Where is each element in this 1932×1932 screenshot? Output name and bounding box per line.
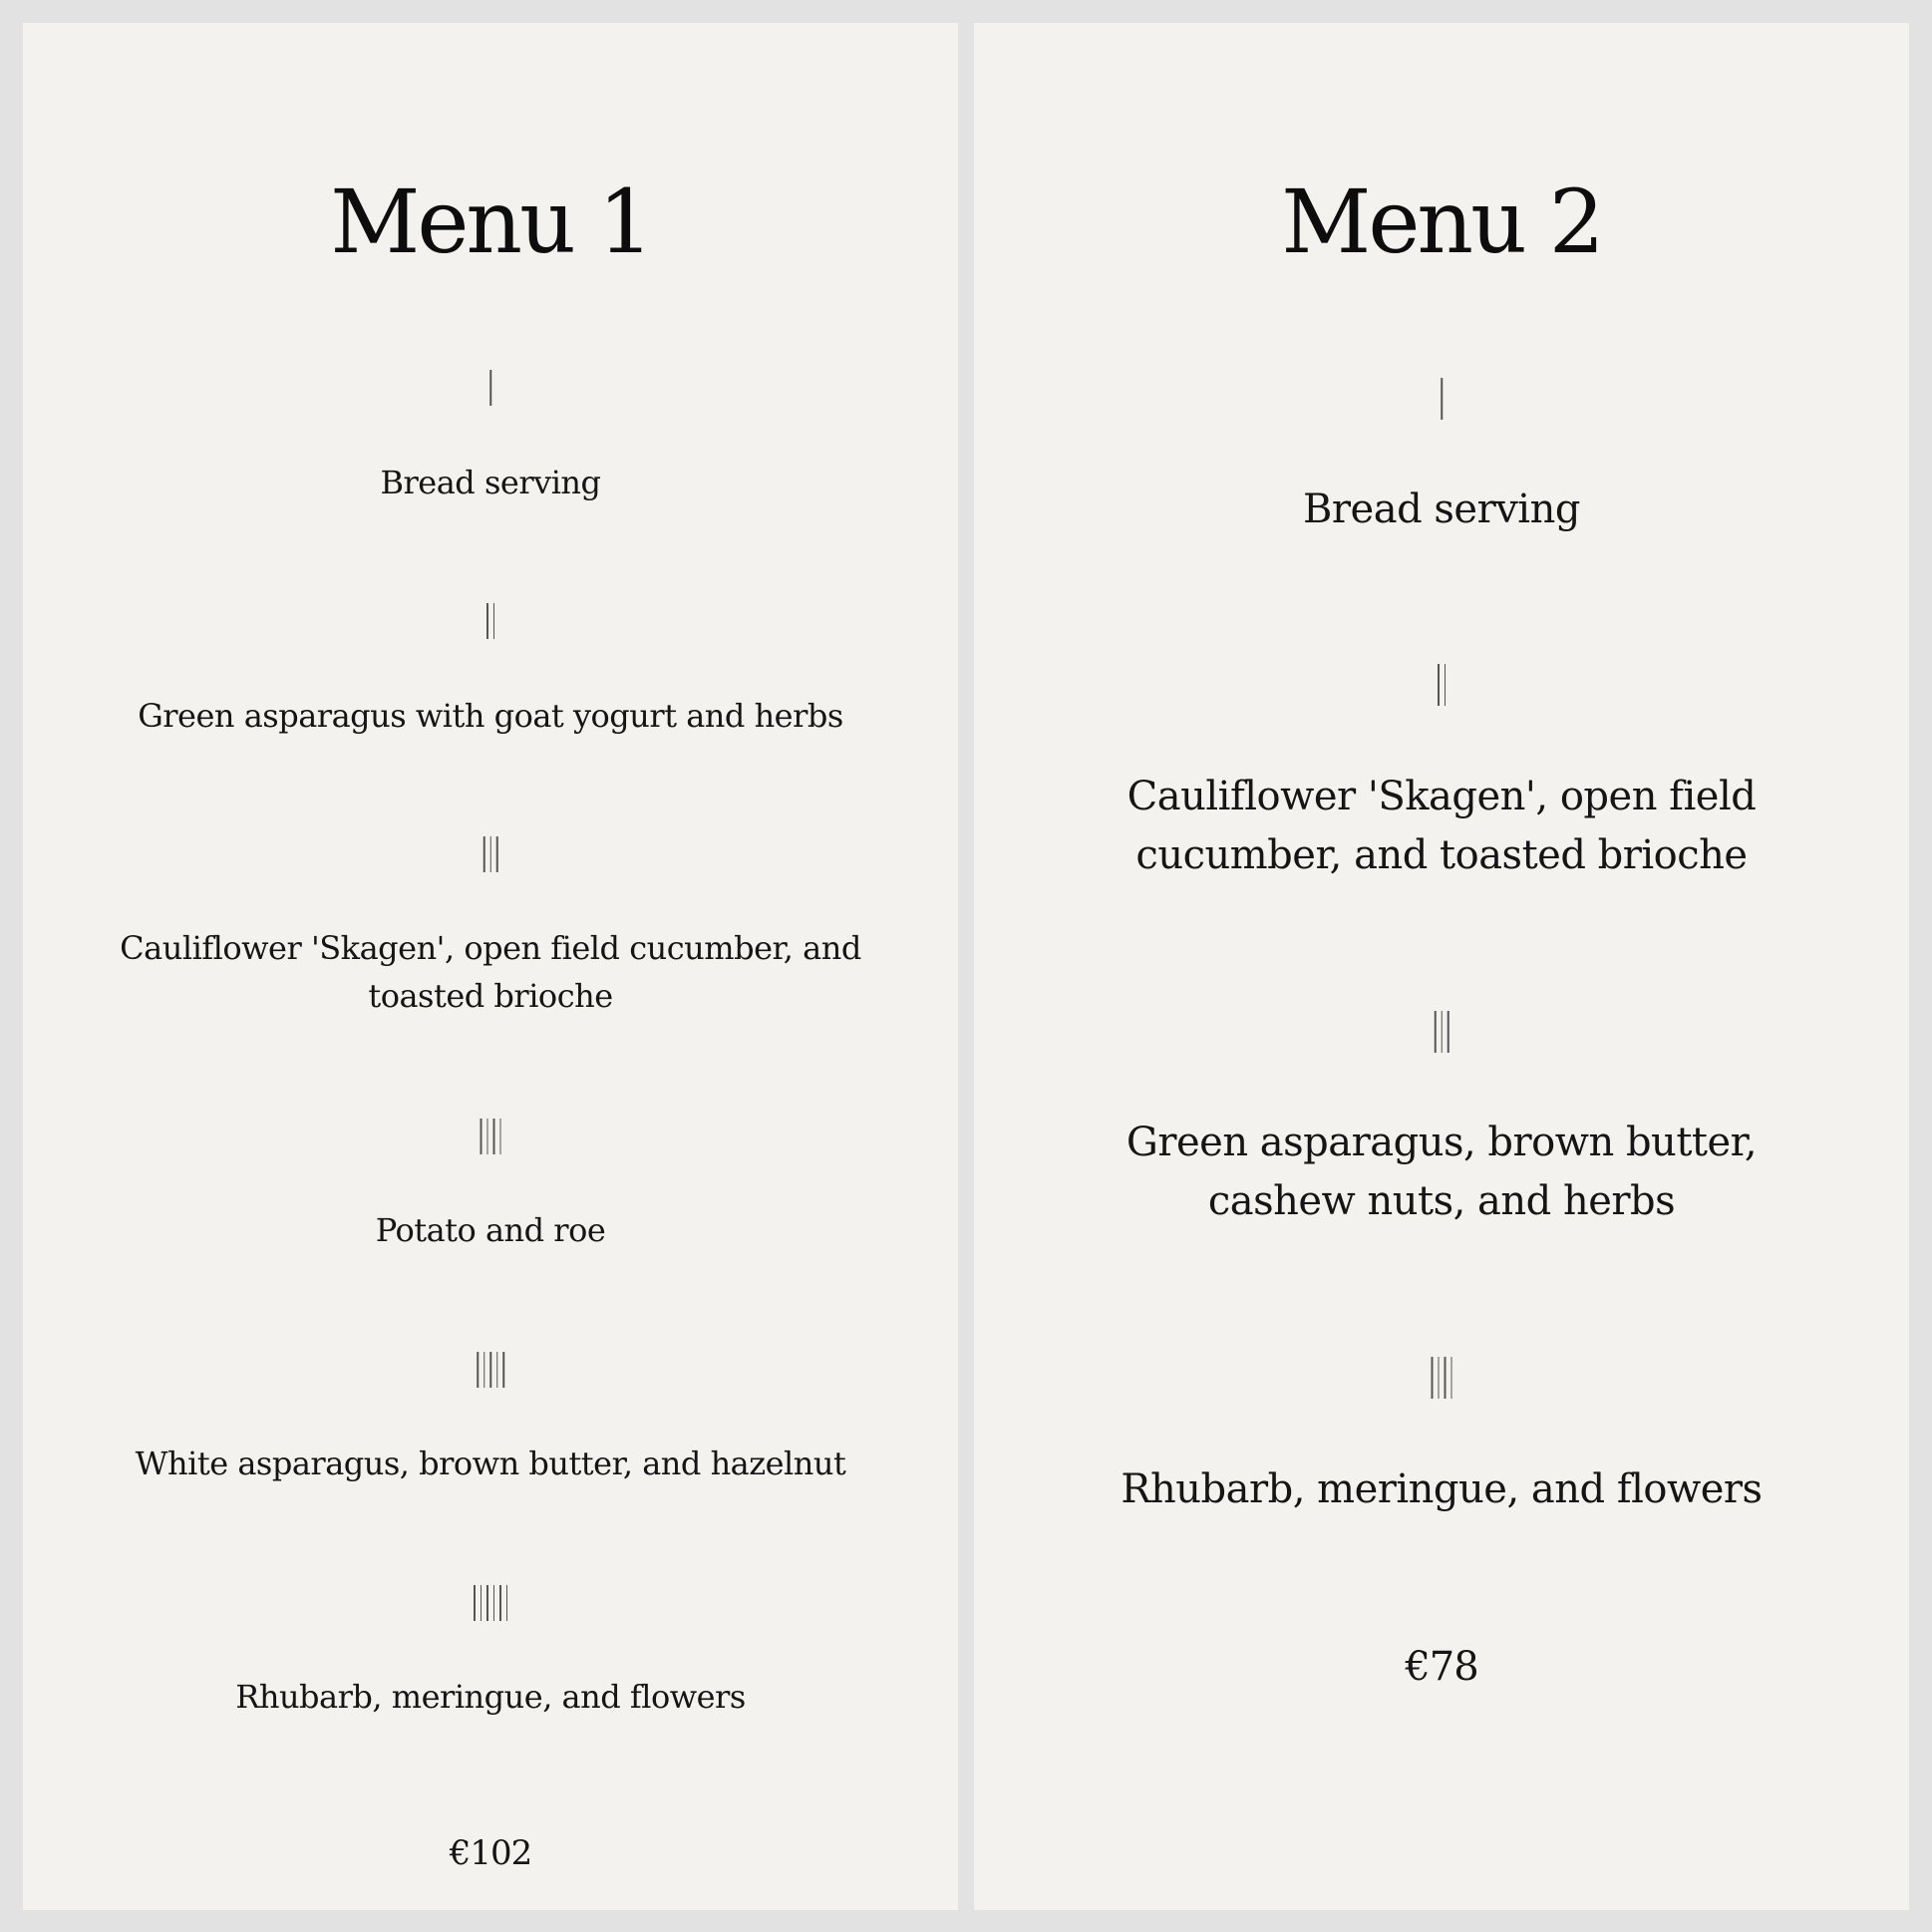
marker-bar [499,1119,501,1154]
course-marker-3 [483,836,498,872]
menu-title: Menu 1 [330,170,651,273]
marker-bar [1441,378,1443,420]
course-marker-1 [1441,378,1443,420]
menu-card-1 [23,23,958,1910]
marker-bar [486,1585,488,1621]
course-name: Cauliflower 'Skagen', open field cucumber, and toasted brioche [1127,774,1757,878]
marker-bar [486,1119,488,1154]
marker-bar [506,1585,508,1621]
course-name: Green asparagus with goat yogurt and herbs [138,697,843,735]
marker-bar [483,1352,485,1388]
marker-bar [489,1352,491,1388]
marker-bar [499,1585,501,1621]
course-marker-4 [481,1119,501,1154]
course-marker-3 [1435,1011,1449,1053]
marker-bar [1448,1011,1449,1053]
marker-bar [1432,1357,1434,1399]
course-name: Potato and roe [375,1211,606,1249]
marker-bar [1438,664,1440,706]
menu-card-2 [974,23,1909,1910]
course-marker-5 [477,1352,504,1388]
marker-bar [477,1352,479,1388]
course-marker-6 [474,1585,507,1621]
marker-bar [1445,1357,1447,1399]
menu-title: Menu 2 [1281,170,1602,273]
marker-bar [486,603,488,639]
marker-bar [1445,664,1447,706]
course-name: Green asparagus, brown butter, cashew nuts, and herbs [1126,1120,1758,1224]
course-name: Bread serving [1303,486,1580,532]
marker-bar [474,1585,476,1621]
marker-bar [1441,1011,1443,1053]
marker-bar [496,836,498,872]
marker-bar [481,1119,483,1154]
menu-price: €102 [449,1833,532,1873]
marker-bar [1435,1011,1437,1053]
menu-price: €78 [1405,1644,1478,1690]
marker-bar [489,370,491,406]
marker-bar [502,1352,504,1388]
course-name: Cauliflower 'Skagen', open field cucumber, and toasted brioche [120,929,861,1015]
marker-bar [493,1119,495,1154]
course-name: White asparagus, brown butter, and hazelnut [135,1445,846,1482]
course-marker-2 [1438,664,1446,706]
marker-bar [483,836,485,872]
course-marker-1 [489,370,491,406]
course-name: Rhubarb, meringue, and flowers [235,1678,746,1716]
marker-bar [496,1352,498,1388]
marker-bar [493,1585,495,1621]
course-name: Rhubarb, meringue, and flowers [1121,1466,1763,1512]
course-marker-2 [486,603,494,639]
marker-bar [481,1585,483,1621]
marker-bar [493,603,495,639]
marker-bar [1450,1357,1452,1399]
course-name: Bread serving [380,464,601,501]
marker-bar [489,836,491,872]
marker-bar [1438,1357,1440,1399]
course-marker-4 [1432,1357,1452,1399]
